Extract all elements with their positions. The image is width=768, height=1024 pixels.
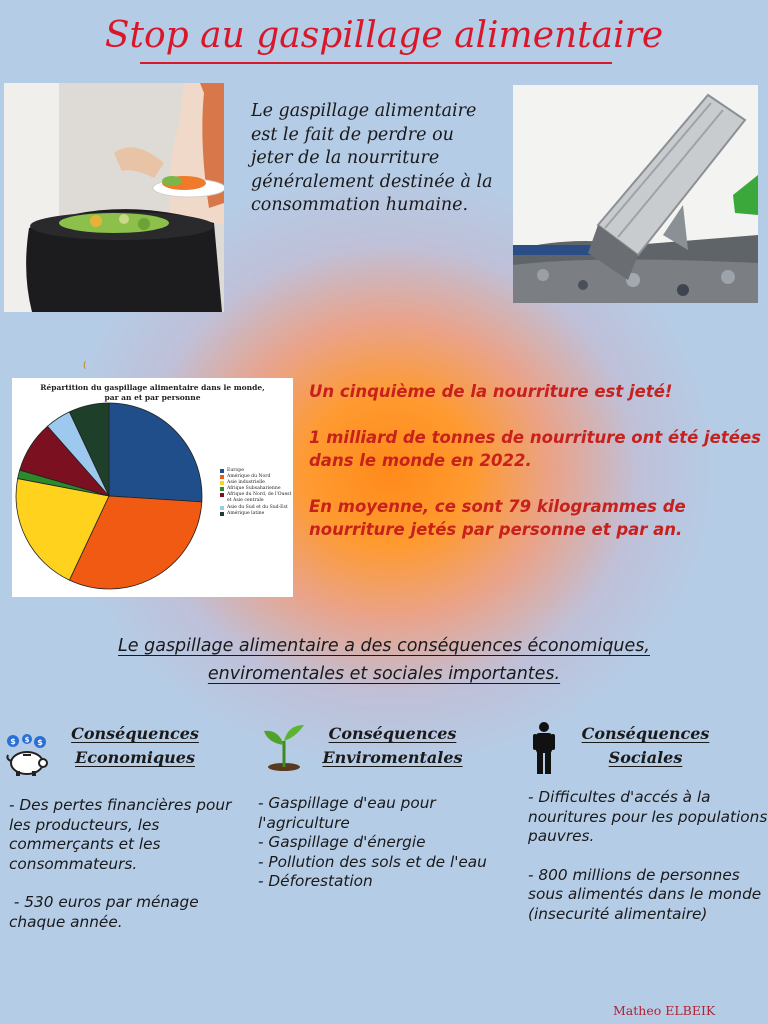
- pie-chart-panel: [12, 378, 293, 597]
- heading-environmental-line1: Conséquences: [328, 724, 457, 743]
- legend-swatch: [220, 512, 224, 516]
- heading-social-line2: Sociales: [608, 748, 683, 767]
- environmental-item-energy: - Gaspillage d'énergie: [258, 833, 426, 851]
- svg-text:$: $: [37, 738, 43, 747]
- legend-label: Asie industrielle: [227, 480, 265, 486]
- intro-definition: Le gaspillage alimentaire est le fait de perdre ou jeter de la nourriture généralement destinée à la consommation humaine.: [251, 101, 493, 215]
- social-item-food-access: - Difficultes d'accés à la nouritures pour les populations pauvres.: [528, 788, 768, 845]
- economic-consequences: [9, 796, 249, 932]
- pie-chart: [12, 399, 212, 599]
- consequences-intro-line2: enviromentales et sociales importantes.: [207, 664, 561, 684]
- stats-block: [309, 380, 764, 564]
- heading-social-line1: Conséquences: [581, 724, 710, 743]
- heading-economic: [60, 722, 210, 770]
- environmental-item-water: - Gaspillage d'eau pour l'agriculture: [258, 794, 436, 832]
- environmental-item-pollution: - Pollution des sols et de l'eau: [258, 852, 487, 871]
- chart-title-line1: Répartition du gaspillage alimentaire dans le monde,: [40, 383, 265, 392]
- piggy-bank-icon: [3, 733, 51, 777]
- economic-item-530-euros: - 530 euros par ménage chaque année.: [9, 893, 204, 931]
- stat-one-billion: 1 milliard de tonnes de nourriture ont été jetées dans le monde en 2022.: [309, 428, 761, 470]
- legend-item: [220, 492, 295, 504]
- heading-environmental-line2: Enviromentales: [322, 748, 463, 767]
- legend-label: Amérique du Nord: [227, 474, 271, 480]
- heading-economic-line2: Economiques: [75, 748, 195, 767]
- social-item-800-million: - 800 millions de personnes sous alimentés dans le monde (insecurité alimentaire): [528, 865, 762, 923]
- stat-79-kg: En moyenne, ce sont 79 kilogrammes de nourriture jetés par personne et par an.: [309, 497, 686, 539]
- sprout-icon: [262, 723, 306, 771]
- environmental-consequences: [258, 794, 498, 892]
- social-consequences: [528, 788, 768, 924]
- person-icon: [533, 722, 555, 774]
- chart-title-line2: par an et par personne: [104, 393, 201, 402]
- legend-label: Amérique latine: [227, 510, 265, 516]
- stat-one-fifth: Un cinquième de la nourriture est jeté!: [309, 382, 673, 401]
- photo-food-in-trash: [4, 83, 224, 312]
- heading-environmental: [305, 722, 480, 770]
- legend-swatch: [220, 481, 224, 485]
- legend-label: Asie du Sud et du Sud-Est: [227, 504, 288, 510]
- legend-swatch: [220, 469, 224, 473]
- consequences-intro-line1: Le gaspillage alimentaire a des conséquences économiques,: [118, 636, 650, 656]
- title-underline: [140, 62, 612, 64]
- legend-swatch: [220, 475, 224, 479]
- consequences-intro: [0, 632, 768, 688]
- author-signature: Matheo ELBEIK: [613, 1003, 716, 1018]
- pie-slice-1: [109, 403, 202, 502]
- photo-landfill-truck: [513, 85, 758, 303]
- environmental-item-deforestation: - Déforestation: [258, 872, 373, 890]
- stray-mark: (: [83, 361, 87, 371]
- heading-social: [568, 722, 723, 770]
- svg-text:$: $: [10, 737, 16, 746]
- chart-legend: [220, 468, 295, 517]
- poster-title: Stop au gaspillage alimentaire: [104, 15, 664, 56]
- legend-swatch: [220, 487, 224, 491]
- economic-item-financial-losses: - Des pertes financières pour les producteurs, les commerçants et les consommateurs.: [9, 796, 232, 873]
- legend-item: [220, 511, 295, 517]
- svg-text:$: $: [24, 736, 30, 744]
- legend-label: Afrique du Nord, de l'Ouest et Asie centrale: [227, 492, 292, 504]
- legend-swatch: [220, 493, 224, 497]
- legend-label: Europe: [227, 468, 244, 473]
- heading-economic-line1: Conséquences: [71, 724, 199, 743]
- legend-swatch: [220, 506, 224, 510]
- legend-label: Afrique Subsaharienne: [227, 486, 281, 492]
